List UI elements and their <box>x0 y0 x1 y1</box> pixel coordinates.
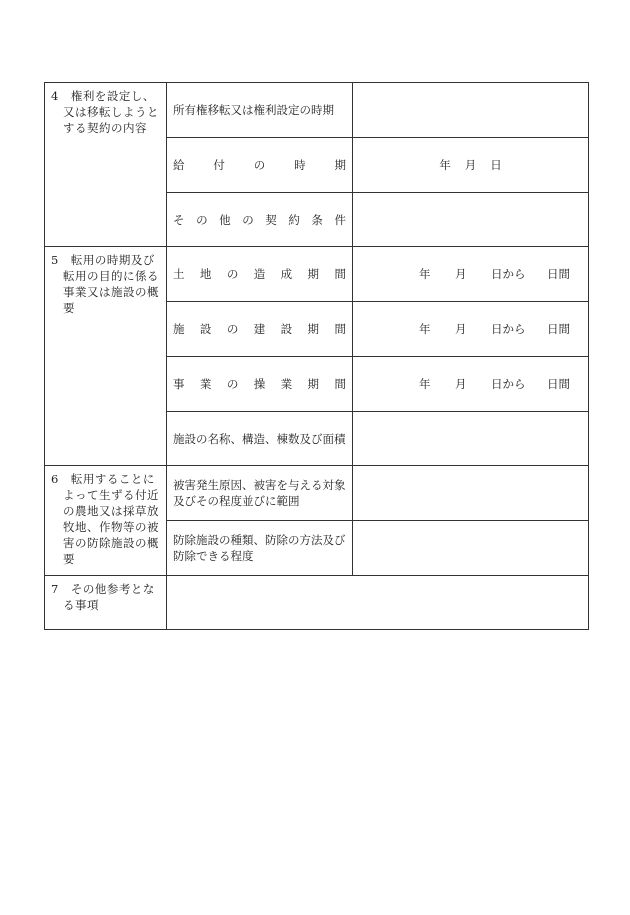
section-6-label: 6 転用することによって生ずる付近の農地又は採草放牧地、作物等の被害の防除施設の概要 <box>51 472 159 566</box>
other-terms-label: そ の 他 の 契 約 条 件 <box>173 212 346 227</box>
facility-details-label: 施設の名称、構造、棟数及び面積 <box>173 431 346 446</box>
operation-period-dates <box>359 376 582 392</box>
build-period-dates <box>359 321 582 337</box>
operation-month-unit: 月 <box>455 377 467 391</box>
section-7-label: 7 その他参考となる事項 <box>51 582 155 612</box>
date-month-unit: 月 <box>464 158 477 172</box>
operation-days-unit: 日間 <box>547 377 570 391</box>
section-6-cell <box>45 466 167 576</box>
land-period-label-cell <box>167 247 353 302</box>
land-month-unit: 月 <box>455 267 467 281</box>
land-period-value[interactable] <box>353 247 589 302</box>
land-year-unit: 年 <box>419 267 431 281</box>
transfer-timing-value[interactable] <box>353 83 589 138</box>
build-from-day: 日から <box>491 322 526 336</box>
prevention-label: 防除施設の種類、防除の方法及び防除できる程度 <box>173 533 346 563</box>
land-days-unit: 日間 <box>547 267 570 281</box>
row-land-period <box>45 247 589 302</box>
prevention-label-cell <box>167 521 353 576</box>
operation-period-label-cell <box>167 357 353 412</box>
row-other-references <box>45 576 589 630</box>
section-5-cell <box>45 247 167 466</box>
section-4-cell <box>45 83 167 247</box>
build-period-value[interactable] <box>353 302 589 357</box>
build-year-unit: 年 <box>419 322 431 336</box>
damage-cause-label: 被害発生原因、被害を与える対象及びその程度並びに範囲 <box>173 478 346 508</box>
row-transfer-timing <box>45 83 589 138</box>
operation-year-unit: 年 <box>419 377 431 391</box>
operation-period-label: 事 業 の 操 業 期 間 <box>173 377 346 391</box>
date-day-unit: 日 <box>490 158 502 172</box>
row-damage-cause <box>45 466 589 521</box>
payment-timing-label-cell <box>167 138 353 193</box>
other-terms-value[interactable] <box>353 193 589 247</box>
land-period-label: 土 地 の 造 成 期 間 <box>173 267 346 281</box>
transfer-timing-label-cell <box>167 83 353 138</box>
operation-from-day: 日から <box>491 377 526 391</box>
build-period-label-cell <box>167 302 353 357</box>
date-year-unit: 年 <box>439 158 451 172</box>
other-references-value[interactable] <box>167 576 589 630</box>
land-period-dates <box>359 266 582 282</box>
payment-timing-value[interactable] <box>353 138 589 193</box>
prevention-value[interactable] <box>353 521 589 576</box>
payment-timing-label: 給 付 の 時 期 <box>173 158 346 172</box>
payment-date <box>359 157 582 173</box>
section-7-cell <box>45 576 167 630</box>
damage-cause-value[interactable] <box>353 466 589 521</box>
facility-details-label-cell <box>167 412 353 466</box>
build-days-unit: 日間 <box>547 322 570 336</box>
build-month-unit: 月 <box>455 322 467 336</box>
application-form-table <box>44 82 589 630</box>
transfer-timing-label: 所有権移転又は権利設定の時期 <box>173 103 334 117</box>
section-5-label: 5 転用の時期及び転用の目的に係る事業又は施設の概要 <box>51 253 159 315</box>
land-from-day: 日から <box>491 267 526 281</box>
damage-cause-label-cell <box>167 466 353 521</box>
facility-details-value[interactable] <box>353 412 589 466</box>
build-period-label: 施 設 の 建 設 期 間 <box>173 322 346 336</box>
operation-period-value[interactable] <box>353 357 589 412</box>
other-terms-label-cell <box>167 193 353 247</box>
section-4-label: 4 権利を設定し、又は移転しようとする契約の内容 <box>51 89 159 135</box>
